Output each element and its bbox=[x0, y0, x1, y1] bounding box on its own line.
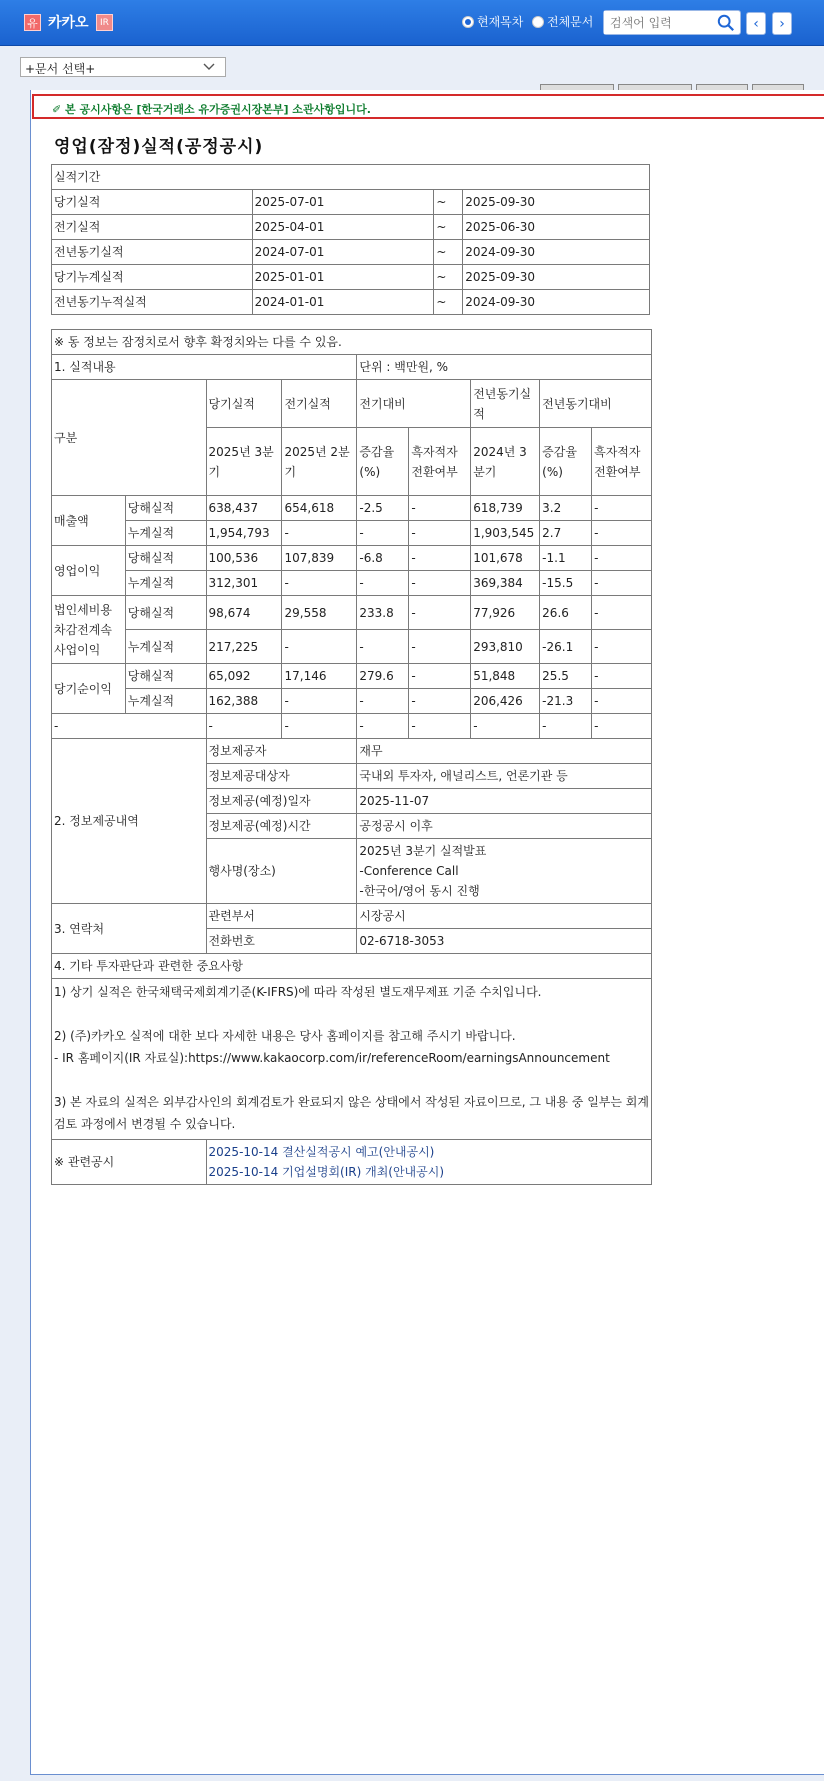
period-table bbox=[51, 164, 650, 315]
section-4-title: 4. 기타 투자판단과 관련한 중요사항 bbox=[52, 954, 652, 979]
disclaimer: ※ 동 정보는 잠정치로서 향후 확정치와는 다를 수 있음. bbox=[52, 330, 652, 355]
cell: 25.5 bbox=[540, 664, 592, 689]
note-spacer bbox=[54, 1069, 649, 1091]
row-type: 누계실적 bbox=[125, 689, 206, 714]
period-from: 2025-04-01 bbox=[252, 215, 434, 240]
row-type: 당해실적 bbox=[125, 596, 206, 630]
cell: 107,839 bbox=[282, 546, 357, 571]
table-row bbox=[52, 355, 652, 380]
contact-value: 시장공시 bbox=[357, 904, 652, 929]
period-sep: ~ bbox=[434, 215, 463, 240]
cell: - bbox=[592, 496, 652, 521]
cell: 654,618 bbox=[282, 496, 357, 521]
period-to: 2024-09-30 bbox=[463, 240, 650, 265]
cell: - bbox=[592, 689, 652, 714]
table-row bbox=[52, 546, 652, 571]
radio-icon-checked[interactable] bbox=[462, 16, 474, 28]
top-header bbox=[0, 0, 824, 46]
info-value: 2025-11-07 bbox=[357, 789, 652, 814]
header-previous: 전기실적 bbox=[282, 380, 357, 428]
page-title: 영업(잠정)실적(공정공시) bbox=[54, 137, 264, 157]
period-from: 2024-01-01 bbox=[252, 290, 434, 315]
header-rate: 증감율(%) bbox=[357, 428, 409, 496]
table-row bbox=[52, 689, 652, 714]
radio-current-label: 현재목차 bbox=[477, 15, 524, 29]
table-row bbox=[52, 265, 650, 290]
cell: - bbox=[282, 714, 357, 739]
radio-all-docs[interactable] bbox=[532, 13, 593, 30]
header-prev-compare: 전기대비 bbox=[357, 380, 471, 428]
section-3-title: 3. 연락처 bbox=[52, 904, 207, 954]
radio-icon[interactable] bbox=[532, 16, 544, 28]
period-sep: ~ bbox=[434, 265, 463, 290]
cell: 2.7 bbox=[540, 521, 592, 546]
info-value: 재무 bbox=[357, 739, 652, 764]
cell: - bbox=[409, 596, 471, 630]
cell: 77,926 bbox=[471, 596, 540, 630]
related-label: ※ 관련공시 bbox=[52, 1140, 207, 1185]
table-row bbox=[52, 596, 652, 630]
contact-key: 관련부서 bbox=[206, 904, 357, 929]
header-previous-sub: 2025년 2분기 bbox=[282, 428, 357, 496]
row-type: 당해실적 bbox=[125, 496, 206, 521]
radio-all-label: 전체문서 bbox=[547, 15, 594, 29]
cell: 233.8 bbox=[357, 596, 409, 630]
prev-arrow-icon[interactable]: ‹ bbox=[746, 12, 766, 35]
table-row bbox=[52, 954, 652, 979]
cell: - bbox=[357, 571, 409, 596]
note-1: 1) 상기 실적은 한국채택국제회계기준(K-IFRS)에 따라 작성된 별도재무제표 기준 수치입니다. bbox=[54, 985, 542, 999]
item-name: 법인세비용차감전계속사업이익 bbox=[52, 596, 126, 664]
cell: 217,225 bbox=[206, 630, 282, 664]
event-line: 2025년 3분기 실적발표 bbox=[359, 844, 487, 858]
table-row bbox=[52, 290, 650, 315]
row-type: 누계실적 bbox=[125, 521, 206, 546]
note-2: 2) (주)카카오 실적에 대한 보다 자세한 내용은 당사 홈페이지를 참고해 주시기 바랍니다. bbox=[54, 1029, 516, 1043]
cell: - bbox=[592, 546, 652, 571]
ir-badge[interactable]: IR bbox=[96, 14, 113, 31]
cell: - bbox=[282, 689, 357, 714]
header-yoy-compare: 전년동기대비 bbox=[540, 380, 652, 428]
jurisdiction-notice: ✐ 본 공시사항은 [한국거래소 유가증권시장본부] 소관사항입니다. bbox=[32, 94, 824, 119]
cell: - bbox=[592, 571, 652, 596]
cell: 1,954,793 bbox=[206, 521, 282, 546]
table-row bbox=[52, 240, 650, 265]
header-current-sub: 2025년 3분기 bbox=[206, 428, 282, 496]
info-key: 정보제공(예정)시간 bbox=[206, 814, 357, 839]
cell: 162,388 bbox=[206, 689, 282, 714]
next-arrow-icon[interactable]: › bbox=[772, 12, 792, 35]
cell: - bbox=[282, 521, 357, 546]
row-type: 당해실적 bbox=[125, 546, 206, 571]
period-label: 전년동기누적실적 bbox=[52, 290, 253, 315]
cell: - bbox=[357, 630, 409, 664]
cell: - bbox=[282, 571, 357, 596]
cell: - bbox=[409, 496, 471, 521]
period-header: 실적기간 bbox=[52, 165, 650, 190]
period-label: 당기누계실적 bbox=[52, 265, 253, 290]
header-current: 당기실적 bbox=[206, 380, 282, 428]
cell: 100,536 bbox=[206, 546, 282, 571]
cell: 312,301 bbox=[206, 571, 282, 596]
section-2-title: 2. 정보제공내역 bbox=[52, 739, 207, 904]
period-from: 2025-07-01 bbox=[252, 190, 434, 215]
cell: - bbox=[592, 521, 652, 546]
cell: 279.6 bbox=[357, 664, 409, 689]
info-value: 국내외 투자자, 애널리스트, 언론기관 등 bbox=[357, 764, 652, 789]
cell: -6.8 bbox=[357, 546, 409, 571]
info-key: 정보제공(예정)일자 bbox=[206, 789, 357, 814]
table-row bbox=[52, 571, 652, 596]
table-row bbox=[52, 521, 652, 546]
period-sep: ~ bbox=[434, 290, 463, 315]
unit-label: 단위 : 백만원, % bbox=[357, 355, 652, 380]
cell: 26.6 bbox=[540, 596, 592, 630]
table-row bbox=[52, 190, 650, 215]
period-sep: ~ bbox=[434, 240, 463, 265]
row-type: 누계실적 bbox=[125, 571, 206, 596]
cell: 638,437 bbox=[206, 496, 282, 521]
cell: 206,426 bbox=[471, 689, 540, 714]
info-key: 정보제공대상자 bbox=[206, 764, 357, 789]
related-link-2[interactable]: 2025-10-14 기업설명회(IR) 개최(안내공시) bbox=[208, 1165, 445, 1179]
item-name: 매출액 bbox=[52, 496, 126, 546]
cell: - bbox=[282, 630, 357, 664]
table-row bbox=[52, 739, 652, 764]
note-3: 3) 본 자료의 실적은 외부감사인의 회계검토가 완료되지 않은 상태에서 작성된 자료이므로, 그 내용 중 일부는 회계검토 과정에서 변경될 수 있습니다. bbox=[54, 1095, 649, 1131]
cell: - bbox=[592, 596, 652, 630]
company-name[interactable]: 카카오 bbox=[48, 15, 89, 31]
cell: -26.1 bbox=[540, 630, 592, 664]
cell: 1,903,545 bbox=[471, 521, 540, 546]
note-ir-link[interactable]: - IR 홈페이지(IR 자료실):https://www.kakaocorp.com/ir/referenceRoom/earningsAnnouncement bbox=[54, 1051, 610, 1065]
cell: -1.1 bbox=[540, 546, 592, 571]
row-type: 누계실적 bbox=[125, 630, 206, 664]
table-row bbox=[52, 165, 650, 190]
table-row bbox=[52, 979, 652, 1140]
table-row bbox=[52, 380, 652, 428]
item-name: 당기순이익 bbox=[52, 664, 126, 714]
table-row bbox=[52, 714, 652, 739]
cell: 51,848 bbox=[471, 664, 540, 689]
document-select[interactable] bbox=[20, 57, 226, 77]
period-label: 전기실적 bbox=[52, 215, 253, 240]
item-name: 영업이익 bbox=[52, 546, 126, 596]
cell: - bbox=[409, 714, 471, 739]
cell: -21.3 bbox=[540, 689, 592, 714]
info-value: 공정공시 이후 bbox=[357, 814, 652, 839]
cell: - bbox=[409, 546, 471, 571]
related-link-1[interactable]: 2025-10-14 결산실적공시 예고(안내공시) bbox=[208, 1145, 435, 1159]
cell: - bbox=[52, 714, 207, 739]
period-to: 2024-09-30 bbox=[463, 290, 650, 315]
related-links bbox=[206, 1140, 651, 1185]
period-from: 2024-07-01 bbox=[252, 240, 434, 265]
period-to: 2025-09-30 bbox=[463, 265, 650, 290]
header-yoy: 전년동기실적 bbox=[471, 380, 540, 428]
period-label: 당기실적 bbox=[52, 190, 253, 215]
event-line: -한국어/영어 동시 진행 bbox=[359, 884, 480, 898]
cell: -2.5 bbox=[357, 496, 409, 521]
period-to: 2025-06-30 bbox=[463, 215, 650, 240]
contact-key: 전화번호 bbox=[206, 929, 357, 954]
cell: 98,674 bbox=[206, 596, 282, 630]
cell: 65,092 bbox=[206, 664, 282, 689]
event-line: -Conference Call bbox=[359, 864, 459, 878]
search-icon[interactable] bbox=[717, 14, 735, 32]
cell: - bbox=[409, 689, 471, 714]
cell: - bbox=[357, 689, 409, 714]
row-type: 당해실적 bbox=[125, 664, 206, 689]
table-row bbox=[52, 904, 652, 929]
header-gubun: 구분 bbox=[52, 380, 207, 496]
contact-value: 02-6718-3053 bbox=[357, 929, 652, 954]
cell: 293,810 bbox=[471, 630, 540, 664]
cell: - bbox=[357, 521, 409, 546]
cell: - bbox=[409, 664, 471, 689]
table-row bbox=[52, 664, 652, 689]
cell: 618,739 bbox=[471, 496, 540, 521]
chevron-down-icon bbox=[203, 61, 215, 73]
event-value bbox=[357, 839, 652, 904]
table-row bbox=[52, 496, 652, 521]
cell: 29,558 bbox=[282, 596, 357, 630]
header-turn-2: 흑자적자전환여부 bbox=[592, 428, 652, 496]
cell: 369,384 bbox=[471, 571, 540, 596]
table-row bbox=[52, 1140, 652, 1185]
cell: - bbox=[206, 714, 282, 739]
cell: - bbox=[357, 714, 409, 739]
cell: 3.2 bbox=[540, 496, 592, 521]
cell: - bbox=[592, 664, 652, 689]
table-row bbox=[52, 630, 652, 664]
cell: - bbox=[592, 630, 652, 664]
header-rate-2: 증감율(%) bbox=[540, 428, 592, 496]
period-from: 2025-01-01 bbox=[252, 265, 434, 290]
cell: - bbox=[540, 714, 592, 739]
document-select-value: +문서 선택+ bbox=[25, 62, 96, 76]
cell: 17,146 bbox=[282, 664, 357, 689]
period-to: 2025-09-30 bbox=[463, 190, 650, 215]
table-row bbox=[52, 215, 650, 240]
cell: - bbox=[592, 714, 652, 739]
header-yoy-sub: 2024년 3분기 bbox=[471, 428, 540, 496]
header-turn: 흑자적자전환여부 bbox=[409, 428, 471, 496]
note-spacer bbox=[54, 1003, 649, 1025]
period-label: 전년동기실적 bbox=[52, 240, 253, 265]
notes-cell bbox=[52, 979, 652, 1140]
cell: - bbox=[409, 571, 471, 596]
search-input[interactable] bbox=[604, 11, 714, 34]
radio-current-toc[interactable] bbox=[462, 13, 523, 30]
cell: 101,678 bbox=[471, 546, 540, 571]
cell: -15.5 bbox=[540, 571, 592, 596]
period-sep: ~ bbox=[434, 190, 463, 215]
market-badge: 유 bbox=[24, 14, 41, 31]
event-key: 행사명(장소) bbox=[206, 839, 357, 904]
cell: - bbox=[409, 630, 471, 664]
search-box bbox=[603, 10, 741, 35]
cell: - bbox=[409, 521, 471, 546]
cell: - bbox=[471, 714, 540, 739]
info-key: 정보제공자 bbox=[206, 739, 357, 764]
table-row bbox=[52, 330, 652, 355]
section-1-title: 1. 실적내용 bbox=[52, 355, 357, 380]
results-table bbox=[51, 329, 652, 1185]
